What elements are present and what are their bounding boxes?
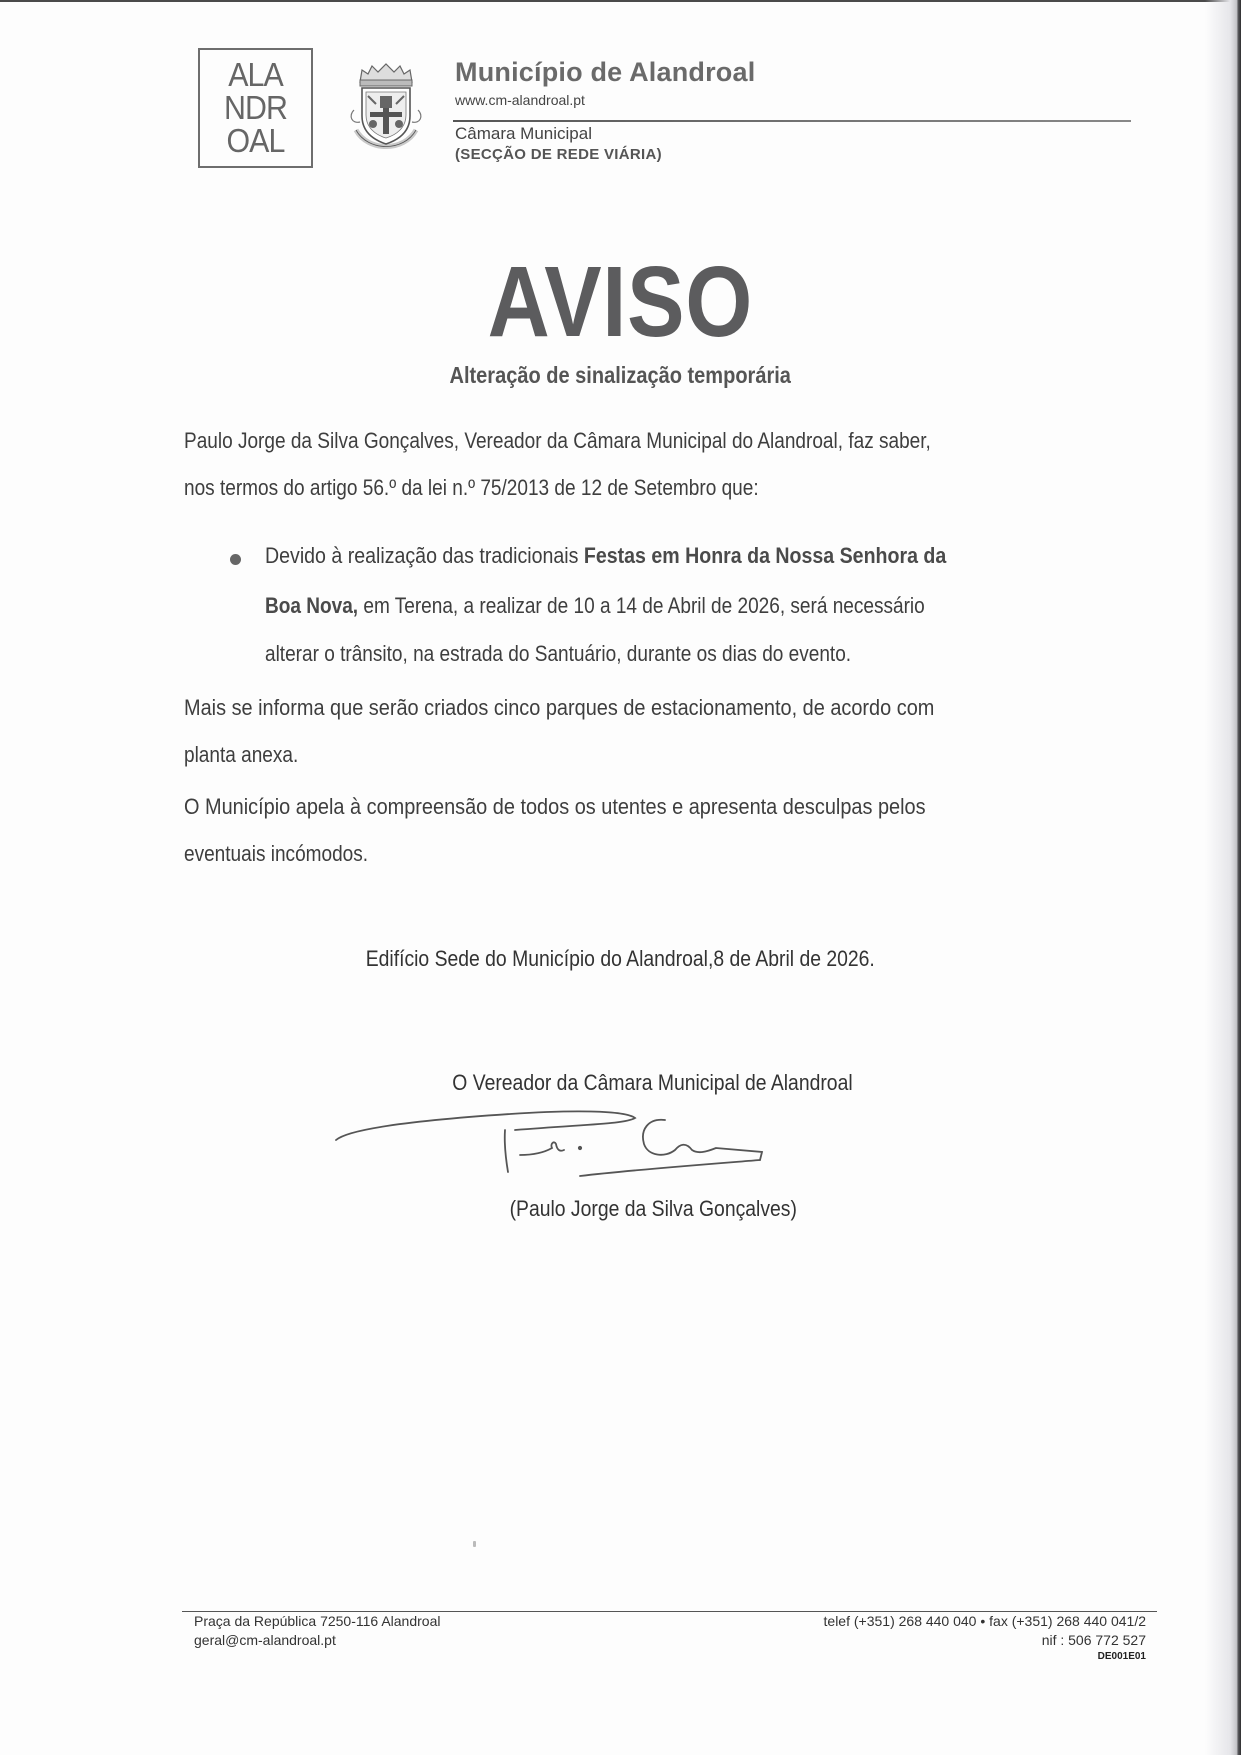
bullet-line-3 <box>265 641 943 667</box>
notice-title <box>0 246 1241 358</box>
logo-row: NDR <box>223 89 288 126</box>
parking-line-2 <box>184 742 316 768</box>
apology-line-2-text: eventuais incómodos. <box>184 841 369 866</box>
place-and-date <box>0 946 1241 972</box>
bullet-icon <box>230 554 241 565</box>
municipality-name: Município de Alandroal <box>455 57 756 87</box>
bullet-line-2 <box>265 593 1028 619</box>
bullet-line-1 <box>265 543 1030 569</box>
document-code: DE001E01 <box>1097 1651 1146 1662</box>
scan-speck <box>473 1541 476 1547</box>
footer-nif: nif : 506 772 527 <box>1041 1632 1146 1648</box>
logo-row: ALA <box>228 56 283 93</box>
apology-line-1 <box>184 794 1003 820</box>
signer-role-text: O Vereador da Câmara Municipal de Alandroal <box>451 1070 853 1095</box>
place-and-date-text: Edifício Sede do Município do Alandroal,8 de Abril de 2026. <box>365 946 876 971</box>
parking-line-1-text: Mais se informa que serão criados cinco parques de estacionamento, de acordo com <box>184 695 935 720</box>
footer-divider <box>182 1611 1157 1612</box>
handwritten-signature <box>330 1100 790 1195</box>
event-name-cont: Boa Nova, <box>265 593 359 618</box>
bullet-line-1-text: Devido à realização das tradicionais <box>265 543 584 568</box>
intro-line-1 <box>184 428 1047 454</box>
scan-edge-top <box>0 0 1241 2</box>
bullet-line-3-text: alterar o trânsito, na estrada do Santuário, durante os dias do evento. <box>265 641 852 666</box>
event-name: Festas em Honra da Nossa Senhora da <box>583 543 947 568</box>
footer-phone-fax: telef (+351) 268 440 040 • fax (+351) 268 440 041/2 <box>823 1613 1146 1629</box>
parking-line-2-text: planta anexa. <box>184 742 299 767</box>
signer-name <box>0 1196 1241 1222</box>
notice-title-text: AVISO <box>487 246 754 358</box>
coat-of-arms-icon <box>346 60 426 155</box>
website-url[interactable]: www.cm-alandroal.pt <box>455 92 585 108</box>
intro-line-2 <box>184 475 848 501</box>
department-name: Câmara Municipal <box>455 124 592 143</box>
notice-subtitle <box>0 362 1241 389</box>
footer-email[interactable]: geral@cm-alandroal.pt <box>194 1632 336 1648</box>
footer-address: Praça da República 7250-116 Alandroal <box>194 1613 441 1629</box>
parking-line-1 <box>184 695 1013 721</box>
signer-name-text: (Paulo Jorge da Silva Gonçalves) <box>509 1196 797 1221</box>
logo-row: OAL <box>226 122 285 159</box>
header-divider <box>453 120 1131 122</box>
apology-line-1-text: O Município apela à compreensão de todos os utentes e apresenta desculpas pelos <box>184 794 926 819</box>
alandroal-logo <box>198 48 313 168</box>
signer-role <box>0 1070 1241 1096</box>
apology-line-2 <box>184 841 397 867</box>
bullet-line-2-text: em Terena, a realizar de 10 a 14 de Abril de 2026, será necessário <box>358 593 925 618</box>
intro-line-1-text: Paulo Jorge da Silva Gonçalves, Vereador da Câmara Municipal do Alandroal, faz saber, <box>184 428 931 453</box>
section-name: (SECÇÃO DE REDE VIÁRIA) <box>455 146 662 163</box>
intro-line-2-text: nos termos do artigo 56.º da lei n.º 75/2013 de 12 de Setembro que: <box>184 475 759 500</box>
notice-subtitle-text: Alteração de sinalização temporária <box>449 362 792 388</box>
